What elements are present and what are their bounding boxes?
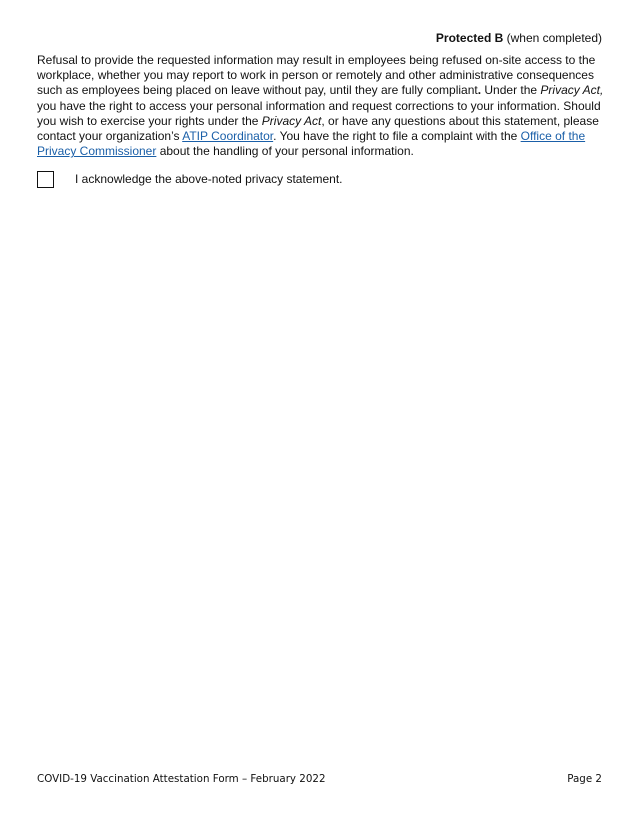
privacy-text-3: you have the right to access your personal information and request corrections to your information. Should you wish to exercise your rights under the <box>37 98 601 128</box>
footer-form-title: COVID-19 Vaccination Attestation Form – February 2022 <box>37 773 326 785</box>
footer-page-number: Page 2 <box>567 773 602 785</box>
privacy-text-2: Under the <box>481 83 541 98</box>
privacy-text-1: Refusal to provide the requested information may result in employees being refused on-site access to the workplace, whether you may report to work in person or remotely and other administrative consequences such as employees being placed on leave without pay, until they are fully compliant <box>37 53 596 98</box>
privacy-text-5: . You have the right to file a complaint with the <box>273 129 521 144</box>
classification-header <box>436 30 602 46</box>
privacy-text-6: about the handling of your personal information. <box>156 144 414 159</box>
classification-note: (when completed) <box>503 31 602 45</box>
privacy-act-reference: Privacy Act, <box>540 83 604 98</box>
privacy-text-4: , or have any questions about this statement, please contact your organization’s <box>37 113 599 144</box>
privacy-text-period: . <box>477 83 482 98</box>
privacy-statement <box>37 53 609 159</box>
classification-level: Protected B <box>435 31 504 45</box>
atip-coordinator-link[interactable]: ATIP Coordinator <box>182 129 274 144</box>
acknowledge-checkbox[interactable] <box>37 171 54 188</box>
acknowledgement-row <box>37 168 343 190</box>
privacy-commissioner-link[interactable]: Office of the Privacy Commissioner <box>37 129 586 159</box>
privacy-act-reference-2: Privacy Act <box>261 113 322 128</box>
acknowledge-label: I acknowledge the above-noted privacy statement. <box>75 172 343 186</box>
